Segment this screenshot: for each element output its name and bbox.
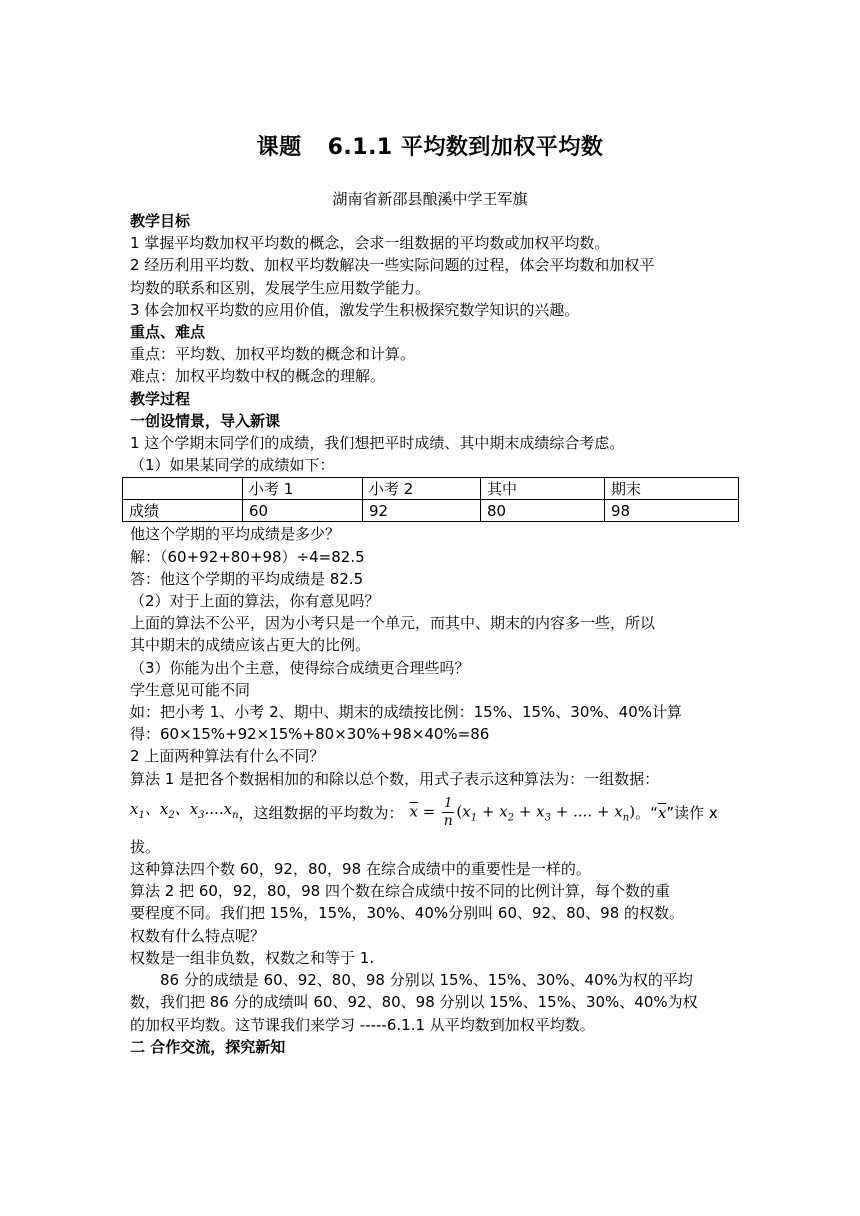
paragraph-4: 解：（60+92+80+98）÷4=82.5 bbox=[130, 547, 365, 566]
table-cell: 60 bbox=[243, 500, 363, 522]
paragraph-7a: 上面的算法不公平，因为小考只是一个单元，而其中、期末的内容多一些，所以 bbox=[130, 614, 656, 633]
paragraph-10: 如：把小考 1、小考 2、期中、期末的成绩按比例：15%、15%、30%、40%计算 bbox=[130, 703, 682, 722]
step1-heading: 一创设情景，导入新课 bbox=[130, 411, 281, 430]
paragraph-18: 权数是一组非负数，权数之和等于 1. bbox=[130, 948, 375, 967]
table-cell: 其中 bbox=[481, 478, 605, 500]
step2-heading: 二 合作交流，探究新知 bbox=[130, 1037, 286, 1056]
table-cell: 80 bbox=[481, 500, 605, 522]
paragraph-11: 得：60×15%+92×15%+80×30%+98×40%=86 bbox=[130, 725, 490, 744]
paragraph-12: 2 上面两种算法有什么不同？ bbox=[130, 747, 325, 766]
goal-2b: 均数的联系和区别，发展学生应用数学能力。 bbox=[130, 278, 431, 297]
paragraph-1: 1 这个学期末同学们的成绩，我们想把平时成绩、其中期末成绩综合考虑。 bbox=[130, 434, 625, 453]
paragraph-15: 这种算法四个数 60，92，80，98 在综合成绩中的重要性是一样的。 bbox=[130, 860, 591, 879]
paragraph-9: 学生意见可能不同 bbox=[130, 680, 251, 699]
paragraph-17: 权数有什么特点呢？ bbox=[130, 926, 266, 945]
table-cell: 小考 1 bbox=[243, 478, 363, 500]
x-bar-symbol: $\overline{x}$ bbox=[657, 803, 667, 822]
goal-2a: 2 经历利用平均数、加权平均数解决一些实际问题的过程，体会平均数和加权平 bbox=[130, 256, 655, 275]
goals-heading: 教学目标 bbox=[130, 212, 191, 230]
data-list-formula: $x_1$、$x_2$、$x_3....x_n$ bbox=[130, 800, 239, 822]
title-text: 6.1.1 平均数到加权平均数 bbox=[327, 135, 604, 160]
paragraph-13: 算法 1 是把各个数据相加的和除以总个数，用式子表示这种算法为：一组数据： bbox=[130, 769, 660, 788]
formula-end-text-a: 。“ bbox=[635, 803, 658, 822]
paragraph-7b: 其中期末的成绩应该占更大的比例。 bbox=[130, 636, 371, 655]
paragraph-19c: 的加权平均数。这节课我们来学习 -----6.1.1 从平均数到加权平均数。 bbox=[130, 1015, 595, 1034]
author-line: 湖南省新邵县酿溪中学王军旗 bbox=[332, 190, 528, 208]
key-point: 重点：平均数、加权平均数的概念和计算。 bbox=[130, 345, 416, 364]
table-cell: 小考 2 bbox=[363, 478, 481, 500]
mean-formula-line bbox=[130, 790, 730, 836]
table-cell: 成绩 bbox=[123, 500, 243, 522]
paragraph-19a: 86 分的成绩是 60、92、80、98 分别以 15%、15%、30%、40%为权的平均 bbox=[160, 971, 693, 990]
key-heading: 重点、难点 bbox=[130, 323, 206, 342]
process-heading: 教学过程 bbox=[130, 389, 191, 408]
formula-end-text-b: ”读作 x bbox=[666, 803, 718, 822]
document-title bbox=[0, 130, 860, 161]
mean-formula: $\overline{x}$ = $\frac{1}{n}$ ($x_1 + x_2 + x_3$ + .... + $x_n$) bbox=[409, 796, 636, 830]
grades-table bbox=[122, 477, 739, 522]
title-prefix: 课题 bbox=[256, 135, 302, 160]
paragraph-14: 拔。 bbox=[130, 837, 161, 856]
table-cell: 期末 bbox=[605, 478, 739, 500]
paragraph-16b: 要程度不同。我们把 15%，15%，30%、40%分别叫 60、92、80、98 的权数。 bbox=[130, 904, 685, 923]
paragraph-8: （3）你能为出个主意，使得综合成绩更合理些吗？ bbox=[130, 658, 470, 677]
table-cell: 92 bbox=[363, 500, 481, 522]
paragraph-19b: 数，我们把 86 分的成绩叫 60、92、80、98 分别以 15%、15%、30%、40%为权 bbox=[130, 993, 698, 1012]
formula-mid-text: ，这组数据的平均数为： bbox=[238, 803, 404, 822]
paragraph-6: （2）对于上面的算法，你有意见吗？ bbox=[130, 592, 380, 611]
table-header-row bbox=[123, 478, 739, 500]
goal-3: 3 体会加权平均数的应用价值，激发学生积极探究数学知识的兴趣。 bbox=[130, 300, 580, 319]
paragraph-2: （1）如果某同学的成绩如下： bbox=[130, 456, 335, 475]
table-cell: 98 bbox=[605, 500, 739, 522]
paragraph-5: 答：他这个学期的平均成绩是 82.5 bbox=[130, 569, 364, 588]
paragraph-16a: 算法 2 把 60，92，80，98 四个数在综合成绩中按不同的比例计算，每个数的重 bbox=[130, 882, 670, 901]
paragraph-3: 他这个学期的平均成绩是多少？ bbox=[130, 525, 341, 544]
difficult-point: 难点：加权平均数中权的概念的理解。 bbox=[130, 367, 386, 386]
table-row bbox=[123, 500, 739, 522]
goal-1: 1 掌握平均数加权平均数的概念，会求一组数据的平均数或加权平均数。 bbox=[130, 234, 610, 253]
document-body bbox=[130, 210, 730, 1058]
table-cell bbox=[123, 478, 243, 500]
